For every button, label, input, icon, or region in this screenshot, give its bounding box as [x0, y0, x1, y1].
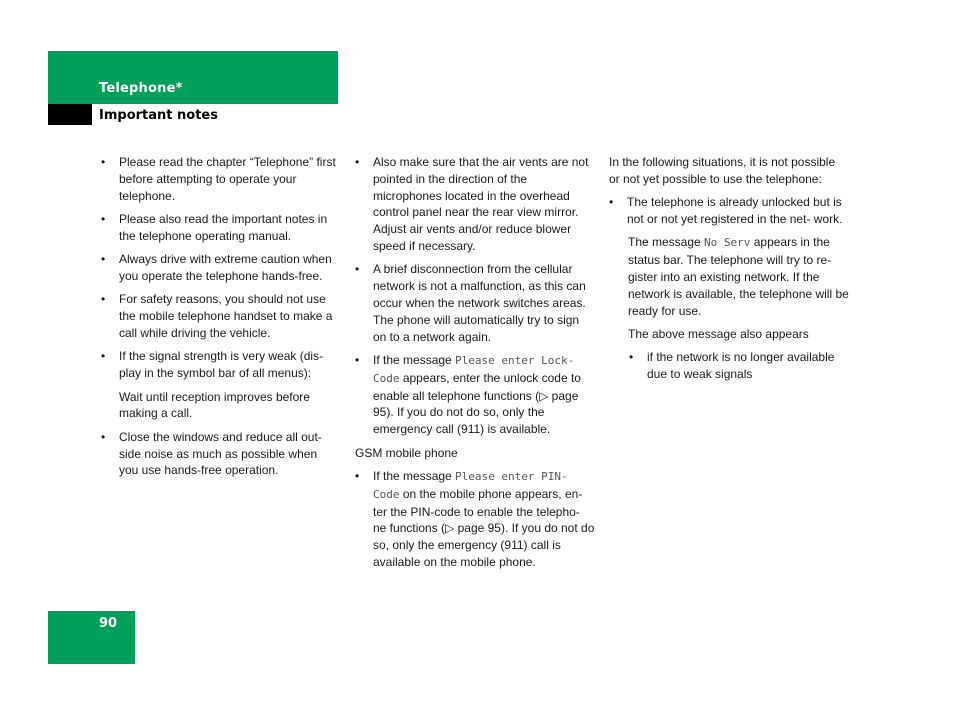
page-number-box — [48, 611, 135, 664]
list-item — [355, 352, 595, 438]
list-item: • Also make sure that the air vents are not pointed in the direction of the microphones located in the overhead control panel near the rear view mirror. Adjust air vents and/or reduce blower speed if necessary. — [355, 154, 595, 255]
chapter-title: Telephone* — [99, 81, 183, 96]
list-item: • Always drive with extreme caution when you operate the telephone hands-free. — [101, 251, 339, 285]
display-message: Please enter PIN- Code — [373, 469, 568, 501]
text-segment: appears, enter the unlock code to enable all telephone functions (▷ page 95). If you do not do so, only the emergency call (911) is available. — [373, 370, 581, 437]
header-band — [48, 51, 338, 104]
text-segment: If the message — [373, 468, 456, 483]
section-title: Important notes — [99, 108, 218, 123]
message-paragraph — [609, 234, 849, 319]
also-paragraph: The above message also appears — [628, 326, 809, 341]
column-1 — [101, 154, 339, 486]
display-message: Please enter Lock- Code — [373, 353, 575, 385]
text-segment: The message — [628, 235, 705, 250]
list-item — [101, 348, 339, 422]
column-3 — [609, 154, 849, 390]
list-item: • The telephone is already unlocked but is not or not yet registered in the net- work. — [609, 194, 849, 228]
text-segment: on the mobile phone appears, en- ter the PIN-code to enable the telepho- ne functions (▷ page 95). If you do not do so, only the emergency (911) call is available on the mobile phone. — [373, 486, 595, 569]
list-item: • if the network is no longer available due to weak signals — [629, 349, 849, 383]
list-item-text: If the signal strength is very weak (dis- play in the symbol bar of all menus): — [119, 349, 324, 381]
intro-paragraph: In the following situations, it is not possible or not yet possible to use the telephone: — [609, 155, 836, 186]
list-item: • A brief disconnection from the cellular network is not a malfunction, as this can occur when the network switches areas. The phone will automatically try to sign on to a network again. — [355, 261, 595, 345]
display-message: No Serv — [704, 236, 751, 250]
page-number: 90 — [99, 616, 118, 631]
list-item — [355, 468, 595, 571]
list-item-subtext: Wait until reception improves before making a call. — [119, 389, 310, 421]
list-item: • For safety reasons, you should not use the mobile telephone handset to make a call while driving the vehicle. — [101, 291, 339, 341]
column-2 — [355, 154, 595, 577]
list-item: • Close the windows and reduce all out- side noise as much as possible when you use hands-free operation. — [101, 429, 339, 479]
list-item: • Please also read the important notes in the telephone operating manual. — [101, 211, 339, 245]
text-segment: appears in the status bar. The telephone will try to re- gister into an existing network. If the network is available, the telephone will be ready for use. — [628, 235, 849, 318]
section-marker — [48, 104, 92, 125]
text-segment: If the message — [373, 352, 456, 367]
subheading-gsm: GSM mobile phone — [355, 445, 458, 460]
list-item: • Please read the chapter “Telephone” first before attempting to operate your telephone. — [101, 154, 339, 204]
